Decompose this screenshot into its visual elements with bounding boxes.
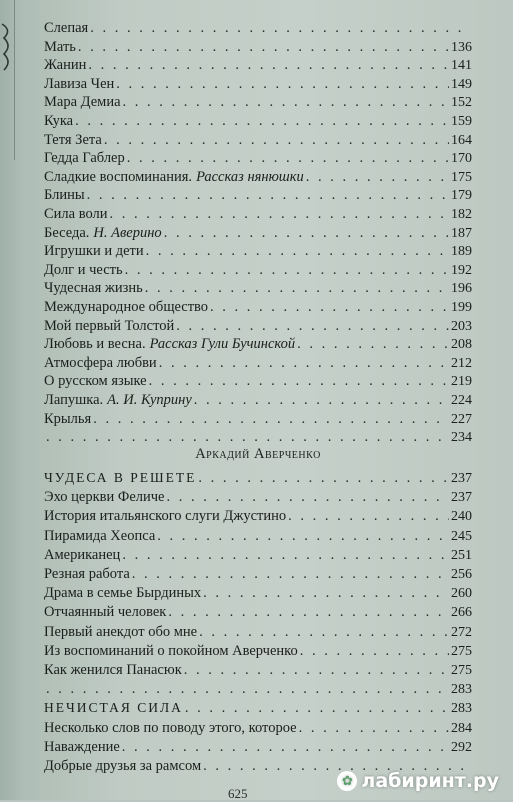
toc-title-text: Жанин — [44, 57, 87, 74]
toc-title-text: Атмосфера любви — [44, 354, 157, 371]
toc-leader-dots — [159, 355, 449, 372]
toc-entry — [44, 585, 472, 605]
toc-leader-dots — [110, 206, 449, 223]
toc-entry — [44, 355, 472, 375]
toc-entry — [44, 299, 472, 319]
toc-page-number: 196 — [451, 281, 472, 297]
toc-entry — [44, 57, 472, 77]
toc-page-number: 170 — [451, 151, 472, 167]
toc-entry — [44, 262, 472, 282]
toc-entry — [44, 547, 472, 567]
toc-entry-title — [44, 411, 91, 428]
toc-entry — [44, 700, 472, 720]
toc-entry — [44, 624, 472, 644]
toc-page-number: 237 — [451, 471, 472, 486]
toc-leader-dots — [75, 113, 449, 130]
toc-leader-dots — [168, 604, 449, 621]
toc-page-number: 175 — [451, 169, 472, 185]
toc-page-number: 219 — [451, 374, 472, 390]
toc-title-text: О русском языке — [44, 373, 147, 390]
toc-leader-dots — [288, 508, 449, 525]
toc-entry-title — [44, 758, 201, 775]
toc-title-text: Сила воли — [44, 206, 108, 222]
toc-entry-title — [44, 547, 120, 564]
toc-entry — [44, 39, 472, 59]
toc-entry-title — [44, 662, 182, 679]
toc-entry — [44, 392, 472, 412]
toc-page-number: 240 — [451, 509, 472, 525]
toc-title-text: Эхо церкви Феличе — [44, 489, 165, 506]
toc-entry — [44, 489, 472, 509]
toc-page-number: 275 — [451, 643, 472, 659]
toc-leader-dots — [199, 624, 449, 641]
toc-title-text: Долг и честь — [44, 261, 123, 278]
toc-entry-title — [44, 566, 130, 583]
toc-page-number: 237 — [451, 490, 472, 506]
toc-entry — [44, 187, 472, 207]
toc-entry — [44, 132, 472, 152]
toc-page-number: 199 — [451, 300, 472, 315]
toc-entry — [44, 336, 472, 356]
toc-leader-dots — [46, 681, 449, 698]
toc-title-text: Мара Демиа — [44, 94, 121, 111]
toc-title-text: Как женился Панасюк — [44, 662, 182, 678]
toc-page-number: 212 — [451, 355, 472, 371]
toc-page-number: 141 — [451, 58, 472, 74]
toc-title-text: Тетя Зета — [44, 131, 102, 148]
toc-page-number: 136 — [451, 39, 472, 55]
toc-page-number: 245 — [451, 528, 472, 544]
toc-entry — [44, 169, 472, 189]
toc-entry — [44, 318, 472, 338]
toc-leader-dots — [300, 643, 449, 660]
toc-title-text: Несколько слов по поводу этого, которое — [44, 719, 297, 736]
toc-entry-title — [44, 318, 174, 335]
author-heading: Аркадий Аверченко — [195, 446, 321, 462]
toc-entry-title — [44, 604, 166, 621]
toc-leader-dots — [93, 411, 449, 428]
toc-title-text: Первый анекдот обо мне — [44, 623, 198, 640]
toc-entry-title — [44, 187, 85, 204]
toc-title-dedication: Рассказ нянюшки — [196, 168, 304, 185]
toc-entry — [44, 739, 472, 759]
toc-page-number: 256 — [451, 567, 472, 582]
toc-entry-title — [44, 57, 86, 74]
toc-entry-title — [44, 508, 286, 525]
toc-title-text: Мой первый Толстой — [44, 317, 175, 334]
toc-leader-dots — [145, 280, 449, 297]
toc-entry-title — [44, 39, 76, 56]
toc-page-number: 224 — [451, 393, 472, 408]
toc-title-text: Блины — [44, 187, 85, 204]
toc-entry — [44, 470, 472, 490]
toc-leader-dots — [149, 373, 449, 390]
toc-page-number: 152 — [451, 95, 472, 111]
toc-page-number: 189 — [451, 244, 472, 260]
toc-entry-title — [44, 169, 304, 186]
toc-title-text: Чудесная жизнь — [44, 280, 143, 297]
toc-leader-dots — [185, 700, 449, 717]
toc-entry-title — [44, 299, 208, 316]
toc-page-number: 149 — [451, 76, 472, 92]
toc-entry-title — [44, 76, 114, 93]
toc-title-text: Резная работа — [44, 566, 130, 582]
labirint-logo-icon: ✿ — [337, 771, 357, 791]
toc-entry — [44, 373, 472, 393]
toc-entry-title — [44, 392, 192, 409]
toc-entry — [44, 411, 472, 431]
toc-title-text: Крылья — [44, 410, 92, 427]
toc-leader-dots — [203, 585, 449, 602]
toc-entry-title — [44, 470, 196, 486]
toc-leader-dots — [127, 150, 449, 167]
toc-leader-dots — [198, 470, 449, 487]
toc-entry-title — [44, 225, 162, 242]
toc-leader-dots — [297, 336, 449, 353]
toc-page-number: 208 — [451, 337, 472, 353]
toc-entry-title — [44, 280, 143, 297]
toc-leader-dots — [87, 187, 449, 204]
toc-entry — [44, 280, 472, 300]
toc-leader-dots — [306, 169, 449, 186]
toc-entry-title — [44, 585, 201, 602]
toc-title-dedication: Рассказ Гули Бучинской — [149, 336, 296, 353]
toc-title-text: Кука — [44, 113, 74, 129]
toc-page-number: 283 — [451, 701, 472, 717]
toc-entry-title — [44, 94, 121, 111]
ornament-icon — [0, 20, 14, 80]
toc-page-number: 187 — [451, 225, 472, 241]
toc-title-text: Игрушки и дети — [44, 243, 144, 260]
toc-entry-title — [44, 113, 73, 130]
toc-title-text: Лапушка. — [44, 392, 104, 408]
toc-page-number: 159 — [451, 114, 472, 129]
toc-entry — [44, 681, 472, 701]
toc-title-dedication: Н. Аверино — [93, 224, 162, 241]
toc-entry-title — [44, 336, 295, 353]
toc-title-text: Любовь и весна. — [44, 336, 146, 353]
toc-entry-title — [44, 489, 164, 506]
toc-title-text: НЕЧИСТАЯ СИЛА — [44, 700, 183, 716]
toc-entry-title — [44, 206, 108, 223]
toc-entry-title — [44, 528, 155, 545]
toc-entry — [44, 604, 472, 624]
toc-page-number: 283 — [451, 682, 472, 698]
page-number: 625 — [228, 786, 248, 801]
toc-entry — [44, 20, 472, 40]
toc-entry — [44, 76, 472, 96]
toc-page-number: 272 — [451, 624, 472, 640]
toc-page-number: 266 — [451, 605, 472, 621]
toc-page-number: 182 — [451, 207, 472, 222]
toc-title-text: Американец — [44, 546, 121, 563]
toc-title-text: ЧУДЕСА В РЕШЕТЕ — [44, 470, 197, 485]
toc-leader-dots — [157, 528, 449, 545]
toc-entry-title — [44, 20, 88, 37]
toc-entry-title — [44, 132, 102, 149]
toc-entry — [44, 720, 472, 740]
toc-title-text: Слепая — [44, 20, 89, 36]
toc-leader-dots — [166, 489, 449, 506]
toc-entry-title — [44, 739, 120, 756]
toc-entry-title — [44, 624, 197, 641]
watermark — [337, 770, 499, 792]
toc-entry — [44, 206, 472, 226]
toc-entry — [44, 113, 472, 133]
toc-title-dedication: А. И. Куприну — [107, 392, 192, 408]
toc-page-number: 179 — [451, 188, 472, 204]
toc-page-number: 234 — [451, 430, 472, 446]
toc-leader-dots — [132, 566, 449, 583]
toc-title-text: Пирамида Хеопса — [44, 527, 156, 544]
toc-entry — [44, 150, 472, 170]
toc-leader-dots — [125, 262, 449, 279]
toc-title-text: Наваждение — [44, 738, 120, 755]
toc-leader-dots — [122, 739, 449, 756]
toc-page-number: 284 — [451, 720, 472, 736]
toc-page-number: 164 — [451, 132, 472, 148]
toc-title-text: Сладкие воспоминания. — [44, 168, 193, 185]
toc-entry — [44, 225, 472, 245]
toc-entry-title — [44, 150, 125, 167]
toc-leader-dots — [116, 76, 449, 93]
toc-title-text: История итальянского слуги Джустино — [44, 508, 287, 525]
toc-title-text: Беседа. — [44, 224, 90, 241]
toc-leader-dots — [184, 662, 449, 679]
toc-entry — [44, 508, 472, 528]
toc-entry-title — [44, 262, 123, 279]
toc-leader-dots — [146, 243, 449, 260]
toc-page-number: 260 — [451, 586, 472, 602]
toc-page-number: 292 — [451, 739, 472, 755]
toc-page-number: 227 — [451, 411, 472, 427]
toc-leader-dots — [210, 299, 449, 316]
toc-leader-dots — [122, 547, 449, 564]
toc-entry — [44, 643, 472, 663]
toc-leader-dots — [164, 225, 449, 242]
toc-leader-dots — [78, 39, 449, 56]
toc-leader-dots — [46, 429, 449, 446]
toc-leader-dots — [176, 318, 449, 335]
toc-entry-title — [44, 355, 157, 372]
toc-title-text: Отчаянный человек — [44, 604, 167, 621]
toc-entry — [44, 528, 472, 548]
toc-title-text: Мать — [44, 38, 76, 55]
toc-title-text: Из воспоминаний о покойном Аверченко — [44, 642, 298, 659]
toc-entry — [44, 662, 472, 682]
toc-title-text: Гедда Габлер — [44, 150, 125, 167]
toc-leader-dots — [299, 720, 449, 737]
toc-title-text: Добрые друзья за рамсом — [44, 758, 202, 774]
toc-page-number: 251 — [451, 547, 472, 563]
toc-leader-dots — [88, 57, 449, 74]
toc-entry-title — [44, 643, 298, 660]
toc-entry — [44, 566, 472, 586]
toc-entry — [44, 243, 472, 263]
watermark-text: лабиринт.ру — [361, 770, 499, 792]
toc-title-text: Лавиза Чен — [44, 75, 115, 92]
toc-leader-dots — [104, 132, 449, 149]
toc-title-text: Драма в семье Бырдиных — [44, 585, 202, 602]
toc-title-text: Международное общество — [44, 299, 209, 315]
toc-leader-dots — [123, 94, 449, 111]
toc-page-number: 192 — [451, 262, 472, 278]
toc-entry-title — [44, 700, 183, 716]
toc-entry-title — [44, 373, 147, 390]
toc-leader-dots — [90, 20, 470, 37]
toc-page-number: 275 — [451, 663, 472, 678]
toc-page-number: 203 — [451, 318, 472, 334]
toc-entry — [44, 94, 472, 114]
page-edge-ornament — [0, 0, 15, 160]
toc-entry-title — [44, 720, 297, 737]
toc-entry-title — [44, 243, 144, 260]
toc-leader-dots — [194, 392, 449, 409]
